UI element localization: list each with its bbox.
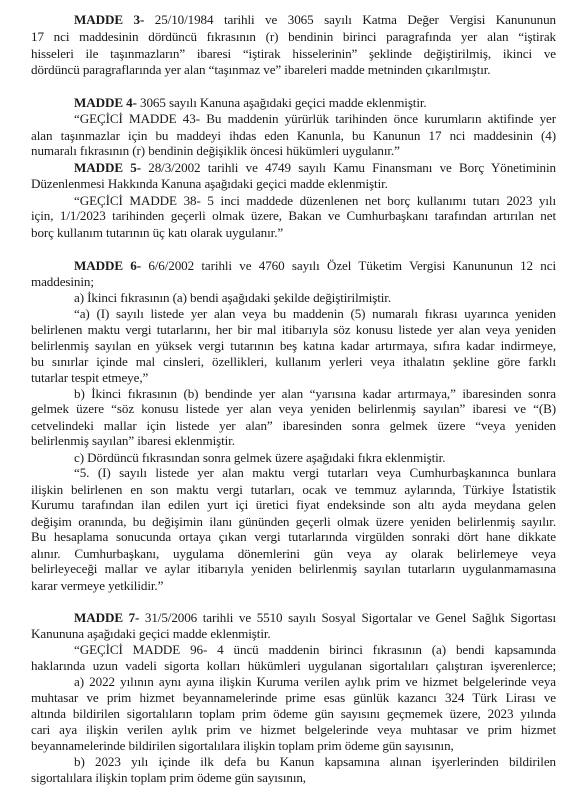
text-line bbox=[74, 290, 391, 306]
line-text: karar vermeye yetkilidir.” bbox=[31, 578, 164, 593]
line-text: dördüncü paragraflarında yer alan “taşınmaz ve” ibareleri madde metninden çıkarılmıştır. bbox=[31, 62, 491, 77]
text-line bbox=[74, 642, 556, 658]
line-text: numaralı fıkrasının (r) bendinin değişiklik öncesi hükümleri uygulanır.” bbox=[31, 143, 400, 158]
line-text: belirleyeceği mallar ve aylar itibarıyla yeniden belirlenmiş sayılan tutarların uygulanmamasına bbox=[31, 561, 556, 576]
text-line bbox=[31, 322, 556, 338]
text-line bbox=[31, 370, 148, 386]
line-text: alınır. Cumhurbaşkanı, uygulama dönemlerini gün veya ay olarak belirlemeye veya bbox=[31, 546, 556, 561]
text-line bbox=[74, 465, 556, 481]
text-line bbox=[31, 770, 306, 786]
line-text: Bu hesaplama sonucunda ortaya çıkan vergi tutarlarında virgülden sonraki dört hane dikkate bbox=[31, 529, 556, 544]
line-text: b) 2023 yılı içinde ilk defa bu Kanun kapsamına alınan işyerlerinden bildirilen bbox=[74, 754, 556, 769]
text-line bbox=[74, 450, 445, 466]
text-line bbox=[31, 208, 556, 224]
article-heading-line bbox=[74, 610, 556, 626]
text-line bbox=[31, 274, 94, 290]
line-text: 3065 sayılı Kanuna aşağıdaki geçici madde eklenmiştir. bbox=[136, 95, 427, 110]
line-text: 6/6/2002 tarihli ve 4760 sayılı Özel Tüketim Vergisi Kanununun 12 nci bbox=[141, 258, 557, 273]
line-text: 31/5/2006 tarihli ve 5510 sayılı Sosyal Sigortalar ve Genel Sağlık Sigortası bbox=[139, 610, 557, 625]
article-number: MADDE 6- bbox=[74, 258, 141, 273]
line-text: “GEÇİCİ MADDE 38- 5 inci maddede düzenlenen net borç kullanımı tutarı 2023 yılı bbox=[74, 193, 556, 208]
text-line bbox=[31, 401, 556, 417]
article-heading-line bbox=[74, 95, 427, 111]
text-line bbox=[31, 46, 556, 62]
line-text: cetvelindeki mallar için listede yer alan” ibaresinden sonra gelmek üzere “veya yeniden bbox=[31, 418, 556, 433]
text-line bbox=[31, 561, 556, 577]
line-text: alan taşınmazlar için bu maddeyi ihdas eden Kanunla, bu Kanunun 17 nci maddesinin (4) bbox=[31, 128, 556, 143]
line-text: 17 nci maddesinin dördüncü fıkrasının (r) bendinin birinci paragrafında yer alan “iştirak bbox=[31, 29, 556, 44]
text-line bbox=[31, 514, 556, 530]
line-text: belirlenmiş sayılan en yüksek vergi tutarının beş katına kadar artırmaya, sıfıra kadar indirmeye, bbox=[31, 338, 556, 353]
text-line bbox=[31, 62, 490, 78]
article-number: MADDE 4- bbox=[74, 95, 137, 110]
line-text: muhtasar ve prim hizmet beyannamelerinde prime esas günlük kazancı 324 Türk Lirası ve bbox=[31, 690, 556, 705]
line-text: ilişkin belirlenen en son maktu vergi tutarları, ocak ve temmuz aylarında, Türkiye İstatistik bbox=[31, 482, 556, 497]
text-line bbox=[31, 433, 235, 449]
text-line bbox=[31, 706, 556, 722]
article-heading-line bbox=[74, 160, 556, 176]
text-line bbox=[31, 482, 556, 498]
text-line bbox=[31, 690, 556, 706]
line-text: belirlenmiş sayılan” ibaresi eklenmiştir. bbox=[31, 433, 235, 448]
text-line bbox=[31, 722, 556, 738]
line-text: değişim oranında, bu değişimin ilanı gününden geçerli olmak üzere yeniden belirlenmiş sayılır. bbox=[31, 514, 556, 529]
text-line bbox=[74, 111, 556, 127]
text-line bbox=[31, 225, 283, 241]
text-line bbox=[74, 306, 556, 322]
line-text: 28/3/2002 tarihli ve 4749 sayılı Kamu Finansmanı ve Borç Yönetiminin bbox=[140, 160, 556, 175]
line-text: Düzenlenmesi Hakkında Kanuna aşağıdaki geçici madde eklenmiştir. bbox=[31, 176, 388, 191]
line-text: sigortalılara ilişkin toplam prim ödeme gün sayısının, bbox=[31, 770, 306, 785]
article-heading-line bbox=[74, 12, 556, 28]
text-line bbox=[74, 193, 556, 209]
article-number: MADDE 7- bbox=[74, 610, 140, 625]
article-number: MADDE 5- bbox=[74, 160, 141, 175]
line-text: altında bildirilen sigortalıların toplam prim ödeme gün sayısını geçmemek üzere, 2023 yılında bbox=[31, 706, 556, 721]
line-text: cari aya ilişkin verilen aylık prim ve hizmet belgelerinde veya muhtasar ve prim hizmet bbox=[31, 722, 556, 737]
text-line bbox=[31, 658, 556, 674]
line-text: b) İkinci fıkrasının (b) bendinde yer alan “yarısına kadar artırmaya,” ibaresinden sonra bbox=[74, 386, 556, 401]
text-line bbox=[74, 754, 556, 770]
line-text: beyannamelerinde bildirilen sigortalılara ilişkin toplam prim ödeme gün sayısının, bbox=[31, 738, 454, 753]
line-text: a) 2022 yılının aynı ayına ilişkin Kuruma verilen aylık prim ve hizmet belgelerinde veya bbox=[74, 674, 556, 689]
line-text: Kanununa aşağıdaki geçici madde eklenmiştir. bbox=[31, 626, 271, 641]
line-text: a) İkinci fıkrasının (a) bendi aşağıdaki şekilde değiştirilmiştir. bbox=[74, 290, 392, 305]
line-text: “5. (I) sayılı listede yer alan maktu vergi tutarları veya Cumhurbaşkanınca bunlara bbox=[74, 465, 556, 480]
line-text: bu sınırlar içinde mal cinsleri, özellikleri, kullanım yerleri veya ithalatın şekline göre farklı bbox=[31, 354, 556, 369]
line-text: için, 1/1/2023 tarihinden geçerli olmak üzere, Bakan ve Cumhurbaşkanı tarafından artırılan net bbox=[31, 208, 556, 223]
text-line bbox=[31, 529, 556, 545]
text-line bbox=[31, 176, 388, 192]
text-line bbox=[31, 128, 556, 144]
text-line bbox=[31, 354, 556, 370]
text-line bbox=[31, 338, 556, 354]
article-number: MADDE 3- bbox=[74, 12, 145, 27]
line-text: gelmek üzere “söz konusu listede yer alan veya yeniden belirlenmiş sayılan” ibaresi ve “(B) bbox=[31, 401, 556, 416]
text-line bbox=[31, 143, 400, 159]
text-line bbox=[31, 546, 556, 562]
text-line bbox=[31, 578, 163, 594]
text-line bbox=[31, 738, 454, 754]
line-text: “GEÇİCİ MADDE 43- Bu maddenin yürürlük tarihinden önce kurumların aktifinde yer bbox=[74, 111, 556, 126]
text-line bbox=[74, 674, 556, 690]
line-text: haklarında uzun vadeli sigorta kolları hükümleri uygulanan sigortalıları çalıştıran işverenlerce; bbox=[31, 658, 556, 673]
line-text: hisseleri ile taşınmazların” ibaresi “iştirak hisselerinin” şeklinde değiştirilmiş, ikinci ve bbox=[31, 46, 556, 61]
text-line bbox=[31, 418, 556, 434]
text-line bbox=[74, 386, 556, 402]
text-line bbox=[31, 626, 271, 642]
text-line bbox=[31, 29, 556, 45]
line-text: “a) (I) sayılı listede yer alan veya bu maddenin (5) numaralı fıkrası uyarınca yeniden bbox=[74, 306, 556, 321]
article-heading-line bbox=[74, 258, 556, 274]
line-text: Kurumu tarafından ilan edilen yurt içi üretici fiyat endeksinde son altı ayda meydana gelen bbox=[31, 497, 556, 512]
line-text: c) Dördüncü fıkrasından sonra gelmek üzere aşağıdaki fıkra eklenmiştir. bbox=[74, 450, 446, 465]
line-text: 25/10/1984 tarihli ve 3065 sayılı Katma Değer Vergisi Kanununun bbox=[144, 12, 556, 27]
line-text: belirlenen maktu vergi tutarlarını, her bir mal itibarıyla söz konusu listede yer alan veya yeniden bbox=[31, 322, 556, 337]
text-line bbox=[31, 497, 556, 513]
line-text: tutarlar tespit etmeye,” bbox=[31, 370, 149, 385]
line-text: maddesinin; bbox=[31, 274, 94, 289]
line-text: borç kullanım tutarının üç katı olarak uygulanır.” bbox=[31, 225, 284, 240]
line-text: “GEÇİCİ MADDE 96- 4 üncü maddenin birinci fıkrasının (a) bendi kapsamında bbox=[74, 642, 556, 657]
